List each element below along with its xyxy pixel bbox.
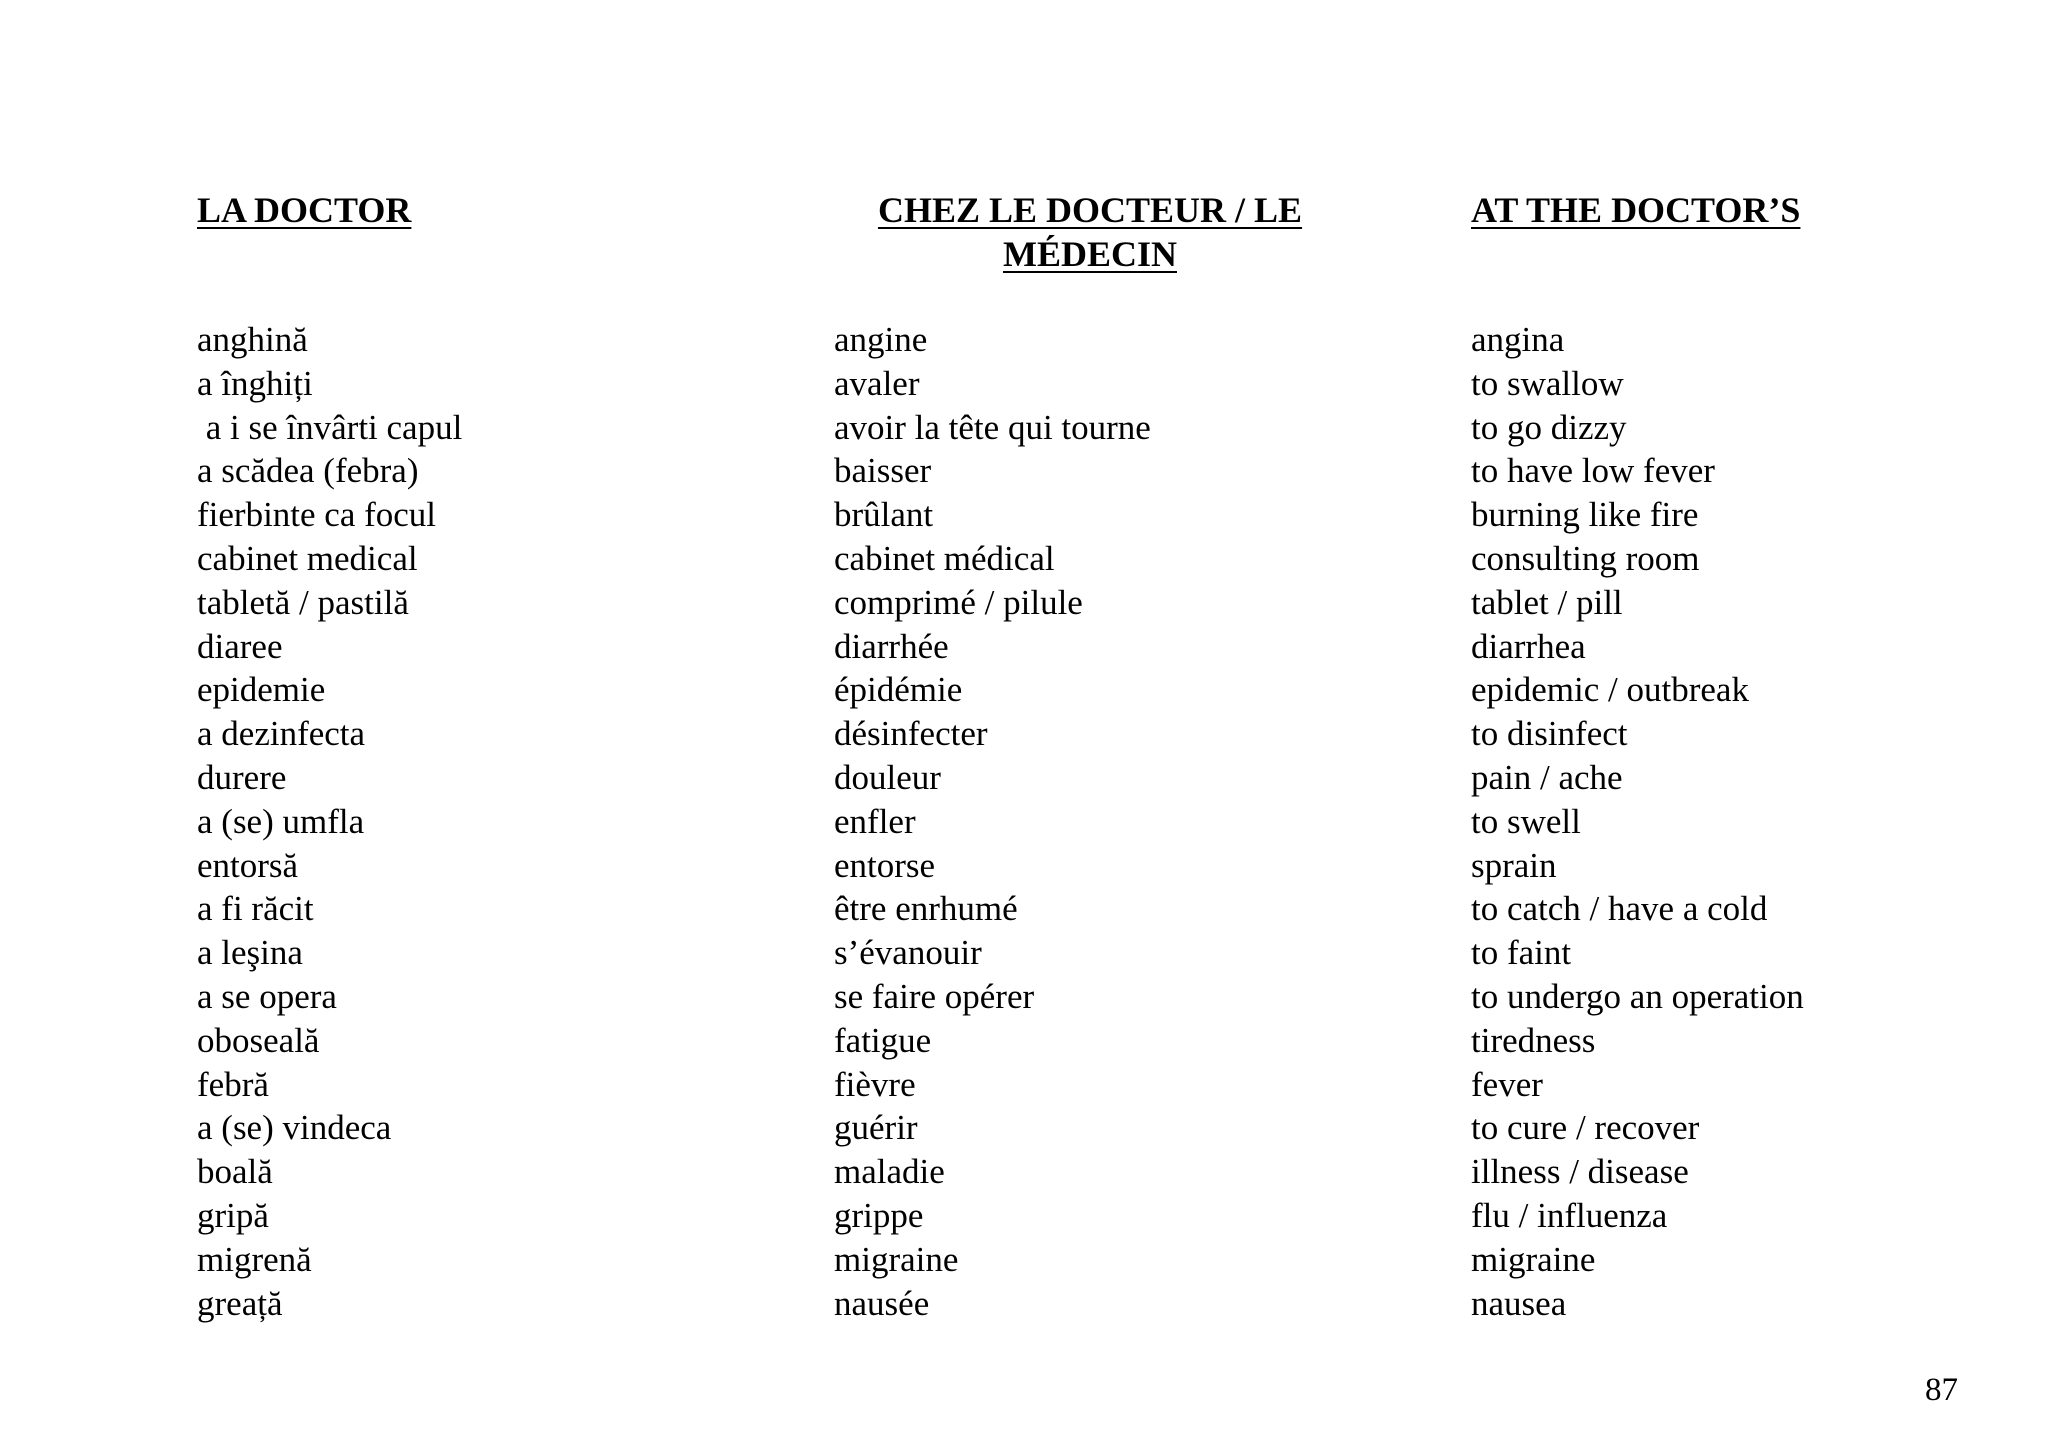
english-term: burning like fire bbox=[1471, 495, 1699, 535]
english-term: sprain bbox=[1471, 845, 1557, 885]
french-term: diarrhée bbox=[834, 626, 949, 666]
french-term: nausée bbox=[834, 1283, 930, 1323]
english-term: to cure / recover bbox=[1471, 1108, 1700, 1148]
english-term: pain / ache bbox=[1471, 757, 1623, 797]
english-term: to disinfect bbox=[1471, 714, 1628, 754]
english-term: illness / disease bbox=[1471, 1152, 1689, 1192]
heading-french bbox=[840, 188, 1340, 276]
english-term: to undergo an operation bbox=[1471, 976, 1804, 1016]
french-term: migraine bbox=[834, 1239, 959, 1279]
french-term: s’évanouir bbox=[834, 933, 982, 973]
english-term: epidemic / outbreak bbox=[1471, 670, 1749, 710]
heading-romanian: LA DOCTOR bbox=[197, 190, 412, 230]
french-term: brûlant bbox=[834, 495, 934, 535]
romanian-term: a înghiți bbox=[197, 363, 313, 403]
french-term: angine bbox=[834, 320, 928, 359]
romanian-term: a se opera bbox=[197, 976, 337, 1016]
romanian-term: gripă bbox=[197, 1195, 269, 1235]
english-term: migraine bbox=[1471, 1239, 1596, 1279]
french-term: comprimé / pilule bbox=[834, 582, 1083, 622]
french-term: cabinet médical bbox=[834, 538, 1055, 578]
french-term: entorse bbox=[834, 845, 936, 885]
french-term: avaler bbox=[834, 363, 920, 403]
french-term: désinfecter bbox=[834, 714, 988, 754]
french-term: être enrhumé bbox=[834, 889, 1018, 929]
romanian-term: tabletă / pastilă bbox=[197, 582, 409, 622]
romanian-word-list bbox=[197, 318, 462, 1325]
english-term: to swallow bbox=[1471, 363, 1624, 403]
romanian-term: greață bbox=[197, 1283, 283, 1323]
english-term: to swell bbox=[1471, 801, 1581, 841]
romanian-term: cabinet medical bbox=[197, 538, 418, 578]
romanian-term: migrenă bbox=[197, 1239, 312, 1279]
french-term: épidémie bbox=[834, 670, 963, 710]
romanian-term: a fi răcit bbox=[197, 889, 314, 929]
romanian-term: entorsă bbox=[197, 845, 299, 885]
romanian-term: boală bbox=[197, 1152, 273, 1192]
romanian-term: a (se) vindeca bbox=[197, 1108, 392, 1148]
romanian-term: a (se) umfla bbox=[197, 801, 365, 841]
english-term: flu / influenza bbox=[1471, 1195, 1668, 1235]
romanian-term: oboseală bbox=[197, 1020, 320, 1060]
french-term: enfler bbox=[834, 801, 916, 841]
english-term: consulting room bbox=[1471, 538, 1700, 578]
french-word-list bbox=[834, 318, 1151, 1325]
french-term: douleur bbox=[834, 757, 941, 797]
english-term: to faint bbox=[1471, 933, 1572, 973]
french-term: maladie bbox=[834, 1152, 945, 1192]
heading-french-line2: MÉDECIN bbox=[1002, 234, 1177, 274]
english-term: angina bbox=[1471, 320, 1565, 359]
english-term: nausea bbox=[1471, 1283, 1567, 1323]
french-term: se faire opérer bbox=[834, 976, 1035, 1016]
romanian-term: febră bbox=[197, 1064, 269, 1104]
french-term: fatigue bbox=[834, 1020, 932, 1060]
english-term: to catch / have a cold bbox=[1471, 889, 1768, 929]
english-term: fever bbox=[1471, 1064, 1543, 1104]
english-term: to go dizzy bbox=[1471, 407, 1627, 447]
romanian-term: a i se învârti capul bbox=[197, 407, 463, 447]
english-word-list bbox=[1471, 318, 1804, 1325]
english-term: tablet / pill bbox=[1471, 582, 1623, 622]
english-term: diarrhea bbox=[1471, 626, 1586, 666]
heading-french-line1: CHEZ LE DOCTEUR / LE bbox=[877, 190, 1303, 230]
romanian-term: a scădea (febra) bbox=[197, 451, 419, 491]
romanian-term: durere bbox=[197, 757, 287, 797]
french-term: grippe bbox=[834, 1195, 924, 1235]
french-term: guérir bbox=[834, 1108, 918, 1148]
heading-english: AT THE DOCTOR’S bbox=[1471, 190, 1801, 230]
romanian-term: fierbinte ca focul bbox=[197, 495, 437, 535]
english-term: tiredness bbox=[1471, 1020, 1596, 1060]
romanian-term: a leşina bbox=[197, 933, 303, 973]
romanian-term: anghină bbox=[197, 320, 308, 359]
romanian-term: a dezinfecta bbox=[197, 714, 366, 754]
french-term: baisser bbox=[834, 451, 932, 491]
english-term: to have low fever bbox=[1471, 451, 1715, 491]
french-term: fièvre bbox=[834, 1064, 916, 1104]
romanian-term: epidemie bbox=[197, 670, 326, 710]
french-term: avoir la tête qui tourne bbox=[834, 407, 1151, 447]
romanian-term: diaree bbox=[197, 626, 283, 666]
page-number: 87 bbox=[1925, 1372, 1958, 1408]
